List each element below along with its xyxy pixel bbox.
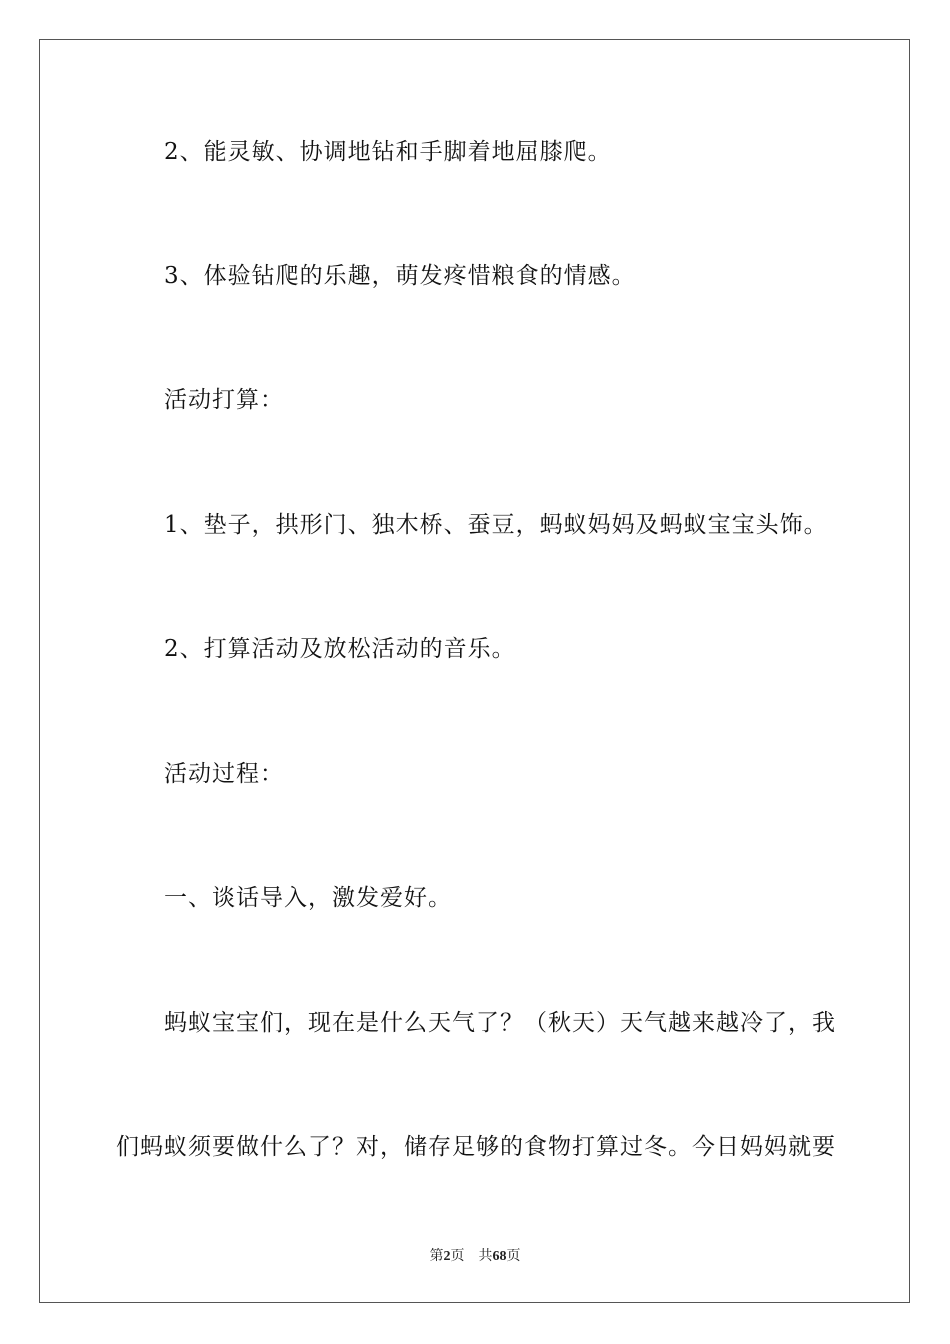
objective-2: 2、能灵敏、协调地钻和手脚着地屈膝爬。 <box>164 139 612 165</box>
footer-page-suffix: 页 <box>450 1249 465 1264</box>
process-step-1-heading: 一、谈话导入，激发爱好。 <box>164 885 452 911</box>
page-border <box>39 39 910 1303</box>
footer-total-pages: 68 <box>492 1249 507 1264</box>
paragraph-line-1: 蚂蚁宝宝们，现在是什么天气了？（秋天）天气越来越冷了，我 <box>164 1010 836 1036</box>
objective-3: 3、体验钻爬的乐趣，萌发疼惜粮食的情感。 <box>164 263 636 289</box>
page-footer <box>0 1247 950 1267</box>
section-heading-preparation: 活动打算： <box>164 387 284 413</box>
footer-total-suffix: 页 <box>506 1249 521 1264</box>
paragraph-line-2: 们蚂蚁须要做什么了？对，储存足够的食物打算过冬。今日妈妈就要 <box>116 1134 836 1160</box>
preparation-item-1: 1、垫子，拱形门、独木桥、蚕豆，蚂蚁妈妈及蚂蚁宝宝头饰。 <box>164 512 828 538</box>
section-heading-process: 活动过程： <box>164 761 284 787</box>
footer-page-prefix: 第 <box>429 1249 444 1264</box>
preparation-item-2: 2、打算活动及放松活动的音乐。 <box>164 636 516 662</box>
footer-total-prefix: 共 <box>478 1249 493 1264</box>
footer-page-number: 2 <box>443 1249 451 1264</box>
